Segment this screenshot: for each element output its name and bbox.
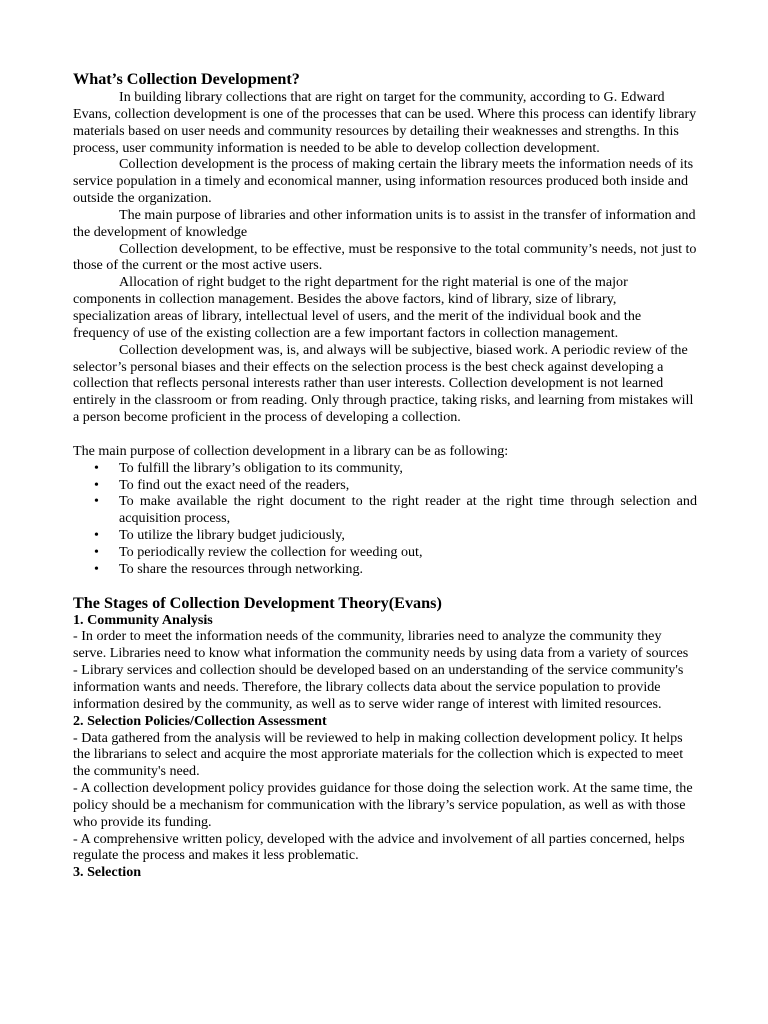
- intro-paragraph-5: Allocation of right budget to the right department for the right material is one of the major components in collection management. Besides the above factors, kind of library, size of library, specialization areas of library, intellectual level of users, and the merit of the individual book and the frequency of use of the existing collection are a few important factors in collection management.: [73, 274, 642, 341]
- bullet-icon: •: [94, 543, 99, 560]
- list-item: [94, 527, 697, 544]
- list-item-text: To utilize the library budget judiciously,: [119, 527, 345, 544]
- stage-3-title: 3. Selection: [73, 864, 142, 881]
- bullet-icon: •: [94, 476, 99, 493]
- intro-paragraph-3: The main purpose of libraries and other information units is to assist in the transfer of information and the development of knowledge: [73, 206, 696, 240]
- stage-1-paragraph-2: - Library services and collection should be developed based on an understanding of the service community's information wants and needs. Therefore, the library collects data about the service population to provide information desired by the community, as well as to serve wider range of interest with limited resources.: [73, 662, 684, 712]
- stage-1-paragraph-1: - In order to meet the information needs of the community, libraries need to analyze the community they serve. Libraries need to know what information the community needs by using data from a variety of sources: [73, 628, 689, 662]
- bullet-icon: •: [94, 459, 99, 476]
- list-item: [94, 459, 697, 477]
- page-title: What’s Collection Development?: [73, 70, 300, 88]
- bullet-icon: •: [94, 493, 99, 510]
- stage-2-paragraph-3: - A comprehensive written policy, developed with the advice and involvement of all parties concerned, helps regulate the process and makes it less problematic.: [73, 830, 685, 864]
- intro-paragraph-6: Collection development was, is, and always will be subjective, biased work. A periodic review of the selector’s personal biases and their effects on the selection process is the best check against developing a collection that reflects personal interests rather than user interests. Collection development is not learned entirely in the classroom or from reading. Only through practice, taking risks, and learning from mistakes will a person become proficient in the process of developing a collection.: [73, 341, 694, 426]
- list-item-text: To periodically review the collection for weeding out,: [119, 543, 423, 560]
- stage-1-title: 1. Community Analysis: [73, 611, 213, 628]
- purpose-list: [73, 460, 697, 578]
- bullet-icon: •: [94, 527, 99, 544]
- list-item: [94, 560, 697, 578]
- stage-2-paragraph-1: - Data gathered from the analysis will be reviewed to help in making collection development policy. It helps the librarians to select and acquire the most approriate materials for the collection which is expected to meet the community's need.: [73, 729, 684, 780]
- stages-heading: The Stages of Collection Development Theory(Evans): [73, 593, 442, 612]
- list-item: [94, 493, 697, 527]
- list-item-text: To make available the right document to the right reader at the right time through selection and acquisition process,: [119, 493, 697, 527]
- stage-2-paragraph-2: - A collection development policy provides guidance for those doing the selection work. At the same time, the policy should be a mechanism for communication with the library’s service population, as well as with those who provide its funding.: [73, 780, 693, 830]
- list-item-text: To fulfill the library’s obligation to its community,: [119, 459, 403, 476]
- intro-paragraph-1: In building library collections that are right on target for the community, according to G. Edward Evans, collection development is one of the processes that can be used. Where this process can identify library materials based on user needs and community resources by detailing their weaknesses and strengths. In this process, user community information is needed to be able to develop collection development.: [73, 89, 697, 156]
- document-page: [73, 70, 697, 881]
- list-item-text: To share the resources through networking.: [119, 560, 364, 577]
- list-item: [94, 543, 697, 561]
- purpose-intro: The main purpose of collection development in a library can be as following:: [73, 442, 509, 459]
- list-item-text: To find out the exact need of the readers,: [119, 476, 350, 493]
- intro-paragraph-4: Collection development, to be effective, must be responsive to the total community’s needs, not just to those of the current or the most active users.: [73, 240, 697, 274]
- list-item: [94, 476, 697, 494]
- stage-2-title: 2. Selection Policies/Collection Assessment: [73, 712, 327, 729]
- intro-paragraph-2: Collection development is the process of making certain the library meets the information needs of its service population in a timely and economical manner, using information resources produced both inside and outside the organization.: [73, 156, 694, 207]
- bullet-icon: •: [94, 560, 99, 577]
